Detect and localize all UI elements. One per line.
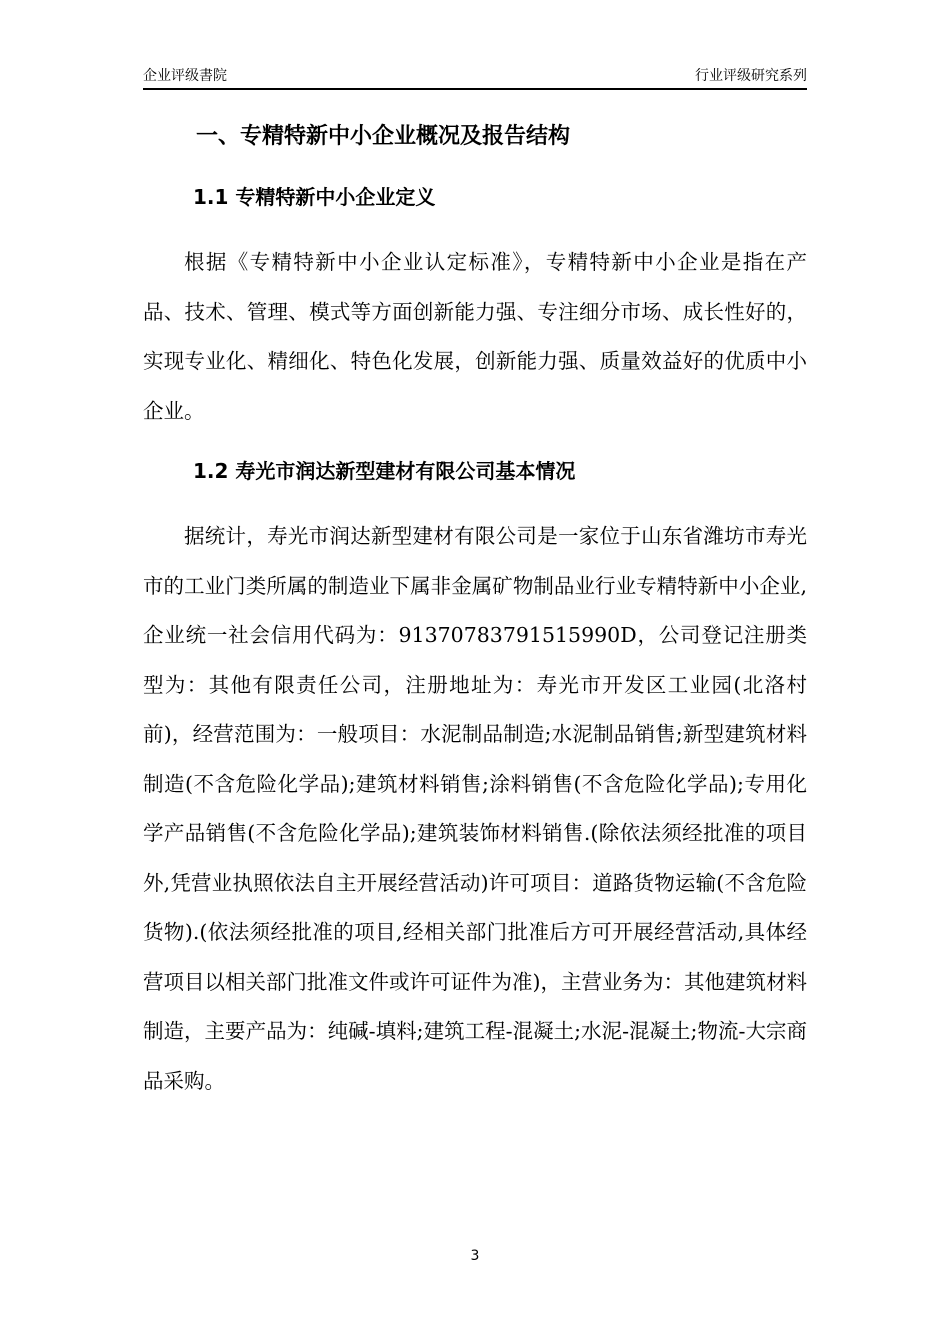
definition-paragraph: 根据《专精特新中小企业认定标准》，专精特新中小企业是指在产品、技术、管理、模式等方面创新能力强、专注细分市场、成长性好的，实现专业化、精细化、特色化发展，创新能力强、质量效益好的优质中小企业。 [143, 250, 807, 423]
header-left-title: 企业评级書院 [143, 68, 227, 84]
subsection-heading-1-1: 1.1 专精特新中小企业定义 [193, 185, 436, 209]
header-right-title: 行业评级研究系列 [695, 68, 807, 84]
page-number: 3 [470, 1248, 480, 1264]
subsection-heading-1-2: 1.2 寿光市润达新型建材有限公司基本情况 [193, 459, 576, 483]
section-heading: 一、专精特新中小企业概况及报告结构 [196, 124, 571, 149]
page-header [143, 66, 807, 90]
company-info-paragraph: 据统计，寿光市润达新型建材有限公司是一家位于山东省潍坊市寿光市的工业门类所属的制造业下属非金属矿物制品业行业专精特新中小企业,企业统一社会信用代码为：91370783791515990D，公司登记注册类型为：其他有限责任公司，注册地址为：寿光市开发区工业园(北洛村前)，经营范围为：一般项目：水泥制品制造;水泥制品销售;新型建筑材料制造(不含危险化学品);建筑材料销售;涂料销售(不含危险化学品);专用化学产品销售(不含危险化学品);建筑装饰材料销售.(除依法须经批准的项目外,凭营业执照依法自主开展经营活动)许可项目：道路货物运输(不含危险货物).(依法须经批准的项目,经相关部门批准后方可开展经营活动,具体经营项目以相关部门批准文件或许可证件为准)，主营业务为：其他建筑材料制造，主要产品为：纯碱-填料;建筑工程-混凝土;水泥-混凝土;物流-大宗商品采购。 [143, 524, 807, 1093]
